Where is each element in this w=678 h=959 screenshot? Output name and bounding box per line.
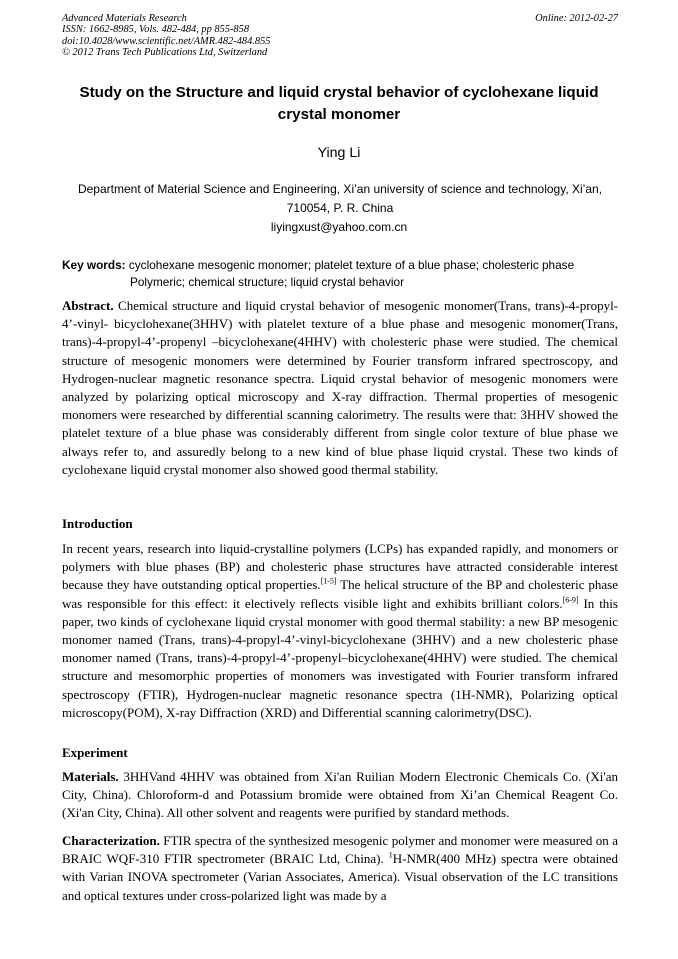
intro-text-2: The helical structure of the BP and cholesteric phase was responsible for this effect: it electively reflects visible light and exhibits brilliant colors. (62, 577, 618, 611)
citation-6-9: [6-9] (562, 595, 579, 605)
introduction-heading: Introduction (62, 516, 133, 531)
doi-line: doi:10.4028/www.scientific.net/AMR.482-484.855 (62, 35, 271, 47)
characterization-paragraph (62, 832, 618, 905)
journal-name: Advanced Materials Research (62, 13, 187, 24)
superscript-one: 1 (388, 850, 393, 860)
online-date: Online: 2012-02-27 (535, 13, 618, 24)
introduction-paragraph (62, 540, 618, 722)
intro-text-3: In this paper, two kinds of cyclohexane liquid crystal monomer with good thermal stability: a new BP mesogenic monomer named (Trans, trans)-4-propyl-4’-vinyl-bicyclohexane (3HHV) and a new cholesteric phase monomer named (Trans, trans)-4-propyl-4’-propenyl–bicyclohexane(4HHV) were studied. The chemical structure and mesomorphic properties of monomers was investigated with Fourier transform infrared spectroscopy (FTIR), Hydrogen-nuclear magnetic resonance spectra (1H-NMR), Polarizing optical microscopy(POM), X-ray Diffraction (XRD) and Differential scanning calorimetry(DSC). (62, 595, 618, 720)
materials-text: 3HHVand 4HHV was obtained from Xi'an Ruilian Modern Electronic Chemicals Co. (Xi'an City, China). Chloroform-d and Potassium bromide were obtained from Xi’an Chemical Reagent Co.(Xi'an City, China). All other solvent and reagents were purified by standard methods. (62, 769, 618, 821)
keywords-line-1: cyclohexane mesogenic monomer; platelet texture of a blue phase; cholesteric phase (128, 258, 575, 272)
issn-line: ISSN: 1662-8985, Vols. 482-484, pp 855-858 (62, 24, 250, 36)
characterization-text-1: FTIR spectra of the synthesized mesogenic polymer and monomer were measured on a BRAIC WQF-310 FTIR spectrometer (BRAIC Ltd, China). (62, 833, 618, 867)
experiment-heading: Experiment (62, 745, 128, 760)
abstract-label: Abstract. (62, 298, 114, 313)
journal-header (62, 13, 618, 59)
keywords-label: Key words: (62, 258, 126, 272)
keywords-line-2: Polymeric; chemical structure; liquid crystal behavior (130, 275, 405, 289)
abstract (62, 297, 618, 479)
materials-label: Materials. (62, 769, 119, 784)
intro-text-1: In recent years, research into liquid-crystalline polymers (LCPs) has expanded rapidly, and monomers or polymers with blue phases (BP) and cholesteric phase structures have attracted considerable interest because they have outstanding optical properties. (62, 541, 618, 593)
copyright-line: © 2012 Trans Tech Publications Ltd, Switzerland (62, 47, 268, 59)
characterization-label: Characterization. (62, 833, 160, 848)
characterization-text-2: H-NMR(400 MHz) spectra were obtained with Varian INOVA spectrometer (Varian Associates, America). Visual observation of the LC transitions and optical textures under cross-polarized light was made by a (62, 851, 618, 903)
author-name: Ying Li (317, 145, 361, 161)
citation-1-5: [1-5] (320, 577, 337, 587)
affiliation: Department of Material Science and Engineering, Xi’an university of science and technology, Xi’an, 710054, P. R. China (77, 182, 603, 215)
keywords (62, 257, 618, 291)
materials-paragraph (62, 768, 618, 823)
paper-title: Study on the Structure and liquid crystal behavior of cyclohexane liquid crystal monomer (79, 84, 599, 123)
author-email: liyingxust@yahoo.com.cn (270, 220, 408, 234)
abstract-text: Chemical structure and liquid crystal behavior of mesogenic monomer(Trans, trans)-4-propyl-4’-vinyl- bicyclohexane(3HHV) with platelet texture of a blue phase and mesogenic monomer(Trans, trans)-4-propyl-4’-propenyl –bicyclohexane(4HHV) with cholesteric phase were studied. The chemical structure of mesogenic monomers were determined by Fourier transform infrared spectroscopy, and Hydrogen-nuclear magnetic resonance spectra. Liquid crystal behavior of mesogenic monomers were analyzed by polarizing optical microscopy and X-ray diffraction. Thermal properties of mesogenic monomers were researched by differential scanning calorimetry. The results were that: 3HHV showed the platelet texture of a blue phase was considerably different from single color texture of blue phase we always refer to, and assuredly belong to a new kind of blue phase liquid crystal. These two kinds of cyclohexane liquid crystal monomer also showed good thermal stability. (62, 298, 619, 477)
